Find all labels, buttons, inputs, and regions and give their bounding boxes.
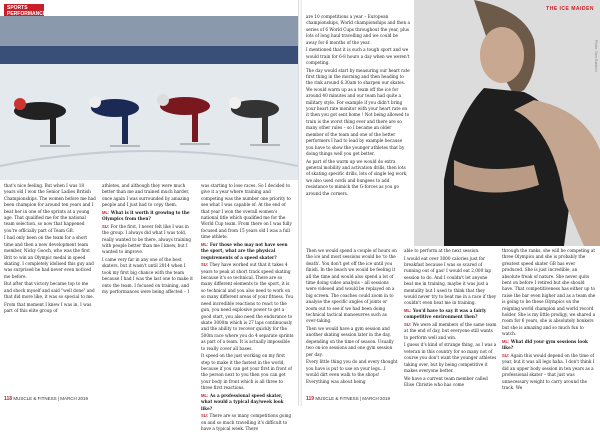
paragraph: Every little thing you do and every thought you have is put to use on your legs…I would dirt even walk to the shops! Everything was about being — [306, 359, 398, 384]
left-page — [0, 0, 298, 431]
answer: SU: There are so many competitions going on and so much travelling it's difficult to have a typical week. There — [201, 413, 292, 431]
paragraph: was starting to lose races. So I decided to give it a year where training and competing was the number one priority to see what I was capable of. At the end of that year I won the overall women's national title which qualified me for the World Cup team. From there on I was fully focused and from 15 years old I was a full time athlete. — [201, 183, 292, 240]
article-label: THE ICE MAIDEN — [546, 6, 594, 12]
paragraph: that's nice feeling. But when I was 18 years old I won the Senior Ladies British Championships. The women before me had been champion for around ten years and I beat her in one of the sprints at a young age. That qualified me for the national team selection, so now that happened you're officially part of Team GB. — [4, 183, 96, 233]
paragraph: Then we would spend a couple of hours on the ice and most sessions would be 'to the death'. You don't get off the ice until you finish. In the beach we would be feeling it all the time and would also spend a lot of time doing video analysis – all sessions were videoed and would be replayed on a big screen. The coaches could zoom in to analyse the specific angles of joints or zoom out to see if we had been doing technical tactical manoeuvres such as over-taking. — [306, 248, 397, 324]
right-column-1-bottom — [306, 248, 398, 394]
right-column-1-top — [306, 14, 410, 246]
paragraph: athletes, and although they were much better than me and trained much harder, once again I was surrounded by amazing people and I just had to copy them. — [102, 183, 190, 208]
question: ML: As a professional speed skater, what would a typical day/week look like? — [201, 392, 284, 411]
paragraph: able to perform at the next session. — [404, 248, 480, 253]
paragraph: We have a current team member called Elise Christie who has come — [404, 375, 488, 388]
paragraph: I mentioned that it is such a tough sport and we would train for 6-8 hours a day when we weren't competing. — [306, 47, 410, 66]
page-number: 118 — [4, 396, 13, 402]
speed-skating-race-photo — [0, 16, 298, 180]
paragraph: From that moment I knew I was in, I was part of this elite group of — [4, 301, 92, 314]
answer: SU: For the first, I never felt like I was in the group. I always did what I was told, really wanted to be there, always training with people better than me I knew, but I wanted to improve. — [102, 223, 192, 255]
issue-date: MARCH 2019 — [60, 396, 89, 401]
athlete-portrait-photo — [414, 0, 600, 246]
paragraph: I came very far in any one of the best skaters, but it wasn't until 2014 when I took my first big chance with the team because I had I was the last one to make it onto the team. I focused on training, and my performances were being affected – I — [102, 257, 193, 295]
right-column-3 — [502, 248, 596, 394]
photo-credit: Photo: Sam Baldwin — [594, 40, 598, 72]
paragraph: The day would start by measuring our heart rate first thing in the morning and then heading to the rink around 6.30am to sharpen our skates. We would warm up as a team off the ice for around 40 minutes and our team had quite a military style. For example if you didn't bring your heart rate monitor with your heart rate on it then you got sent home ! Not being allowed to train is the worst thing ever and there are so many other rules – so I became an older member of the team and one of the better performers I had to lead by example because you have to show the younger athletes that by doing things well you get better. — [306, 67, 410, 156]
right-footer: 119 MUSCLE & FITNESS | MARCH 2019 — [306, 396, 391, 402]
speed-skating-race-illustration — [0, 16, 298, 180]
left-column-3-continued — [201, 183, 294, 431]
right-column-2 — [404, 248, 498, 394]
answer: SU: We were all members of the same team at the end of day, but everyone still wants to perform well and win. — [404, 322, 497, 340]
question: ML: For those who may not have seen the sport, what are the physical requirements of a speed skater? — [201, 241, 288, 260]
right-page — [302, 0, 600, 406]
paragraph: Then we would have a gym session and another skating session later in the day, depending on the time of season. Usually two on-ice sessions and one gym session per day. — [306, 326, 394, 357]
paragraph: As part of the warm up we would do extra general mobility and activation drills, then lots of skating specific drills, lots of single leg work, we also used cords and bungees to add resistance to mimick the G-forces as you go around the corners. — [306, 158, 408, 196]
issue-date: MARCH 2019 — [362, 396, 391, 401]
magazine-name: MUSCLE & FITNESS — [13, 396, 57, 401]
answer: SU: Again this would depend on the time of year, but it was all legs haha. I don't think I did an upper body session in ten years as a professional skater – that just was unnecessary weight to carry around the track. We — [502, 352, 595, 390]
section-tag: SPORTS PERFORMANCE — [4, 4, 44, 19]
question: ML: What did your gym sessions look like? — [502, 338, 588, 351]
left-column-2 — [102, 183, 196, 297]
answer: SU: They have worked out that it takes 4 years to peak at short track speed skating because it's so technical. There are so many different elements to the sport, it is so technical and you also need to work on so many different areas of your fitness. You need incredible reactions to react to the gun, you need explosive power to get a good start, you also need the endurance to skate 3000m which is 27 laps continuously and the ability to recover quickly for the 500m race where you do 4 separate sprints as part of a team. It is actually impossible to really cover all bases. — [201, 262, 294, 351]
left-column-1 — [4, 183, 96, 316]
question: ML: What is it worth it growing to the Olympics from then? — [102, 209, 190, 222]
athlete-portrait-illustration — [414, 0, 600, 246]
paragraph: through the ranks, she will be competing at three Olympics and she is probably the greatest speed skater GB has ever produced. She is just incredible, an absolute freak of nature. She never quits bent on before I retired but she should have. That competitiveness has either up to raise the bar even higher and as a team she is going to be these Olympics on the reigning world champion and world record holder. She is my little prodigy, we shared a room for 6 years, she is absolutely bonkers but she is amazing and so much fun to watch. — [502, 248, 596, 337]
paragraph: I would eat over 3000 calories just for breakfast because I was so scared of running out of gas! I would eat 2,000 lap session to do. And I couldn't let anyone beat me in training, maybe it was just a mentality but I used to think that they would never try to beat me in a race if they couldn't even beat me in training. — [404, 255, 497, 306]
paragraph: I guess it's kind of strange thing, as I was a veteran in this country for so many not of course you don't want the younger athletes taking over, but by being competitive it makes everyone better. — [404, 342, 497, 374]
paragraph: It speed on the just working on my first step to make it the fastest in the world, because if you can get your first in front of the person next to you then you can get your body in front which is all three to three first reactions. — [201, 353, 292, 391]
magazine-name: MUSCLE & FITNESS — [315, 396, 359, 401]
paragraph: But after that victory became top to me and shock myself and said "well done" and that did more like, it was so special to me. — [4, 281, 95, 300]
left-footer: 118 MUSCLE & FITNESS | MARCH 2019 — [4, 396, 89, 402]
paragraph: I had only been on the team for a short time and then a new development team member, Nicky Gooch, who was the first Brit to win an Olympic medal in speed skating. I completely idolised this guy and was surprised he had never even noticed me before. — [4, 235, 94, 279]
paragraph: are 10 competitions a year – European championships, World championships and then a series of 6 World Cups throughout the year, plus lots of long haul travelling and we could be away for 6 months of the year. — [306, 14, 410, 45]
question: ML: You'd have to say it was a fairly competitive environment then? — [404, 308, 487, 320]
page-number: 119 — [306, 396, 315, 402]
